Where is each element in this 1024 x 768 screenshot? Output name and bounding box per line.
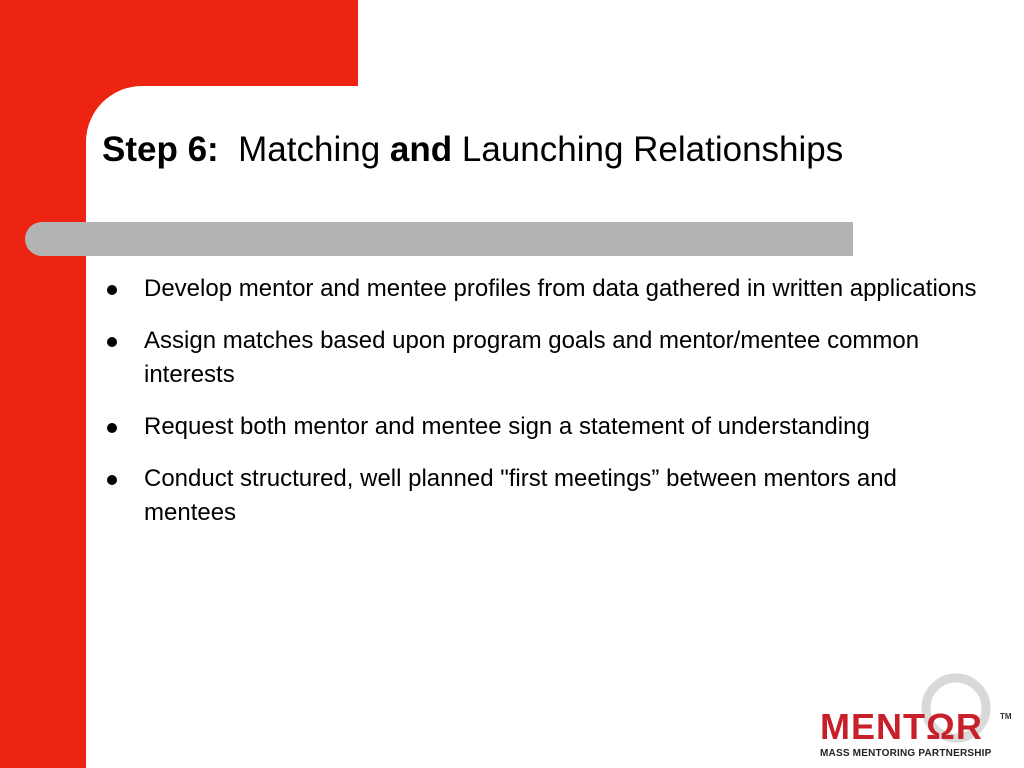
bullet-dot-icon bbox=[107, 337, 117, 347]
bullet-text: Assign matches based upon program goals and mentor/mentee common interests bbox=[144, 327, 920, 388]
bullet-text: Develop mentor and mentee profiles from data gathered in written applications bbox=[144, 275, 977, 302]
title-part3: Launching Relationships bbox=[461, 130, 844, 169]
bullet-text: Request both mentor and mentee sign a statement of understanding bbox=[144, 413, 870, 440]
bullet-dot-icon bbox=[107, 285, 117, 295]
slide-title bbox=[102, 130, 843, 170]
bullet-dot-icon bbox=[107, 475, 117, 485]
title-part2: and bbox=[389, 130, 453, 169]
bullet-item bbox=[104, 324, 984, 392]
title-part1: Matching bbox=[238, 130, 381, 169]
title-step: Step 6: bbox=[102, 130, 219, 169]
bullet-item bbox=[104, 410, 984, 444]
logo-trademark: TM bbox=[1000, 712, 1012, 721]
bullet-dot-icon bbox=[107, 423, 117, 433]
logo-subtitle: MASS MENTORING PARTNERSHIP bbox=[820, 748, 992, 759]
logo-wordmark: MENTΩR bbox=[820, 706, 983, 747]
bullet-item bbox=[104, 272, 984, 306]
title-underline-bar bbox=[25, 222, 853, 256]
bullet-list bbox=[104, 272, 984, 548]
bullet-item bbox=[104, 462, 984, 530]
mentor-logo bbox=[812, 672, 1012, 764]
bullet-text: Conduct structured, well planned "first meetings” between mentors and mentees bbox=[144, 465, 897, 526]
